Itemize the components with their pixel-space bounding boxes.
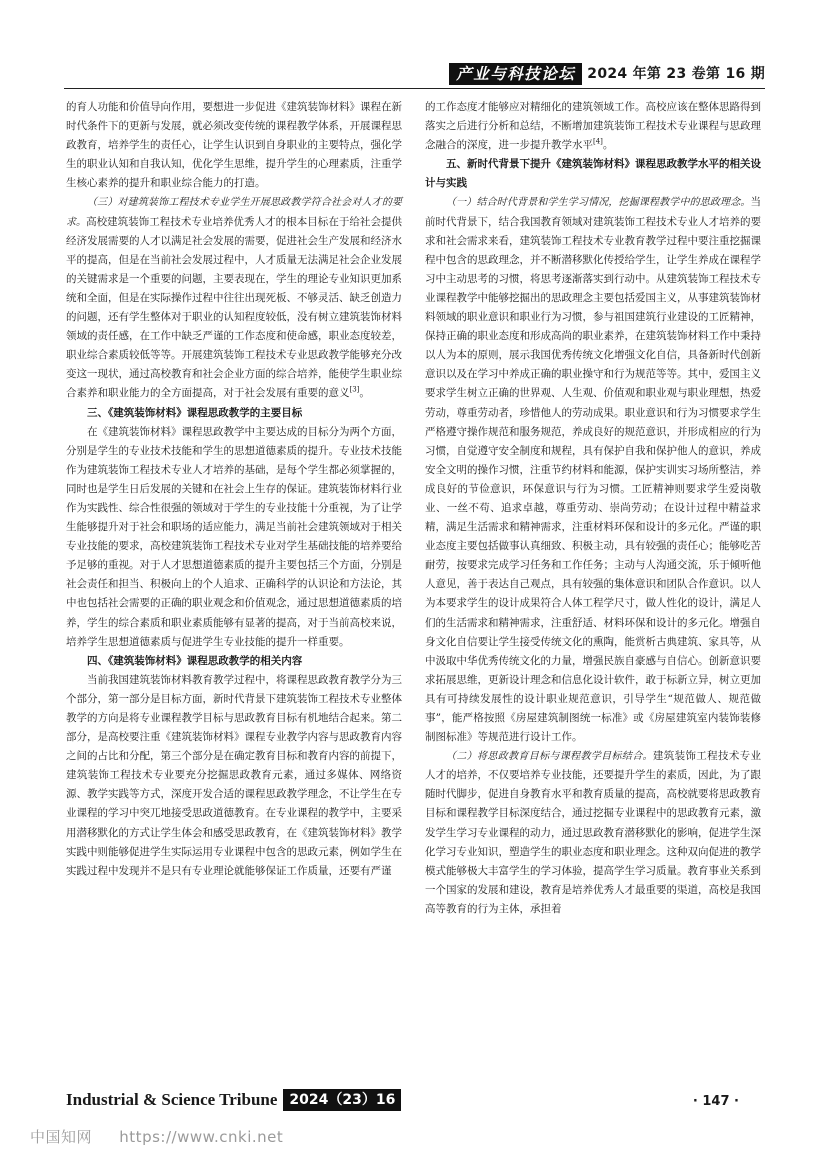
header-rule [64,88,765,89]
left-column [66,98,402,881]
watermark-cnki: 中国知网 [30,1128,93,1146]
section-heading: 三、《建筑装饰材料》课程思政教学的主要目标 [87,406,303,419]
paragraph: （三）对建筑装饰工程技术专业学生开展思政教学符合社会对人才的要求。高校建筑装饰工程技术专业培养优秀人才的根本目标在于给社会提供经济发展需要的人才以满足社会发展的需要，促进社会生产发展和经济水平的提高，但是在当前社会发展过程中，人才质量无法满足社会企业发展的关键需求是一个重要的问题，主要表现在，学生的理论专业知识更加系统和全面，但是在实际操作过程中往往出现死板、不够灵活、缺乏创造力的问题，还有学生整体对于职业的认知程度较低，没有树立建筑装饰材料领域的责任感，在工作中缺乏严谨的工作态度和使命感，职业态度较差，职业综合素质较低等等。开展建筑装饰工程技术专业思政教学能够充分改变这一现状，通过高校教育和社会企业方面的综合培养，能使学生职业综合素养和职业能力的全方面提高，对于社会发展有重要的意义[3]。 [66,197,403,400]
right-column [425,98,761,919]
paragraph: 当前我国建筑装饰材料教育教学过程中，将课程思政教育教学分为三个部分，第一部分是目标方面，新时代背景下建筑装饰工程技术专业整体教学的方向是将专业课程教学目标与思政教育目标有机地结合起来。第二部分，是高校要注重《建筑装饰材料》课程专业教学内容与思政教育内容之间的占比和分配，第三个部分是在确定教育目标和教育内容的前提下，建筑装饰工程技术专业要充分挖掘思政教育元素，通过多媒体、网络资源、教学实践等方式，深度开发合适的课程思政教学理念，不让学生在专业课程的学习中突兀地接受思政道德教育。在专业课程的教学中，主要采用潜移默化的方式让学生体会和感受思政教育，在《建筑装饰材料》教学实践中则能够促进学生实际运用专业课程中包含的思政元素，例如学生在实践过程中发现并不是只有专业理论就能够保证工作质量，还要有严谨 [66,673,402,877]
subsection-heading: （三）对建筑装饰工程技术专业学生开展思政教学符合社会对人才的要求。 [66,197,402,228]
page-footer [66,1089,401,1111]
footer-journal-title: Industrial & Science Tribune [66,1090,278,1109]
paragraph: （一）结合时代背景和学生学习情况，挖掘课程教学中的思政理念。当前时代背景下，结合我国教育领域对建筑装饰工程技术专业人才培养的要求和社会需求来看，建筑装饰工程技术专业教育教学过程中要注重挖掘课程中包含的思政理念，并不断潜移默化传授给学生，让学生养成在课程学习中主动思考的习惯，将思考逐渐落实到行动中。从建筑装饰工程技术专业课程教学中能够挖掘出的思政理念主要包括爱国主义，从事建筑装饰材料领域的职业意识和职业行为习惯，参与祖国建筑行业建设的工匠精神，保持正确的职业态度和形成高尚的职业素养，在建筑装饰材料工作中秉持以人为本的原则，展示我国优秀传统文化增强文化自信，具备新时代创新意识以及在学习中养成正确的职业操守和行为规范等等。其中，爱国主义要求学生树立正确的世界观、人生观、价值观和职业观与职业理想，热爱劳动，尊重劳动者，珍惜他人的劳动成果。职业意识和行为习惯要求学生严格遵守操作规范和服务规范，养成良好的规范意识，并形成相应的行为习惯，自觉遵守安全制度和规程，具有保护自我和保护他人的意识，养成安全文明的操作习惯，注重节约材料和能源，保护实训实习场所整洁，养成良好的节俭意识，环保意识与行为习惯。工匠精神则要求学生爱岗敬业、一丝不苟、追求卓越，尊重劳动、崇尚劳动；在设计过程中精益求精，满足生活需求和精神需求，注重材料环保和设计的多元化。严谨的职业态度主要包括做事认真细致、积极主动，具有较强的责任心；能够吃苦耐劳，按要求完成学习任务和工作任务；主动与人沟通交流，乐于倾听他人意见，善于表达自己观点，具有较强的集体意识和团队合作意识。以人为本要求学生的设计成果符合人体工程学尺寸，做人性化的设计，满足人们的生活需求和精神需求，注重舒适、材料环保和设计的多元化。增强自身文化自信要让学生接受传统文化的熏陶，能赏析古典建筑、家具等，从中汲取中华优秀传统文化的力量，增强民族自豪感与自信心。创新意识要求拓展思维，更新设计理念和信息化设计软件，敢于标新立异，树立更加具有可持续发展性的设计职业规范意识，引导学生“规范做人、规范做事”，能严格按照《房屋建筑制图统一标准》或《房屋建筑室内装饰装修制图标准》等规范进行设计工作。 [425,196,761,744]
paragraph: 的育人功能和价值导向作用，要想进一步促进《建筑装饰材料》课程在新时代条件下的更新与发展，就必须改变传统的课程教学体系，开展课程思政教育，培养学生的责任心，让学生认识到自身职业的主要特点，强化学生的职业认知和自我认知，优化学生思维，提升学生的心理素质，注重学生核心素养的提升和职业综合能力的打造。 [66,101,402,190]
subsection-heading: （二）将思政教育目标与课程教学目标结合。 [446,751,653,763]
reference-marker: [4] [593,137,603,146]
paragraph: 在《建筑装饰材料》课程思政教学中主要达成的目标分为两个方面，分别是学生的专业技术技能和学生的思想道德素质的提升。专业技术技能作为建筑装饰工程技术专业人才培养的基础，是每个学生都必须掌握的，同时也是学生日后发展的关键和在社会上生存的保证。建筑装饰材料行业作为实践性、综合性很强的领域对于学生的专业技能十分重视，为了让学生能够提升对于社会和职场的适应能力，满足当前社会建筑领域对于相关专业技能的要求，高校建筑装饰工程技术专业对学生基础技能的培养要给予足够的重视。对于人才思想道德素质的提升主要包括三个方面，分别是社会责任和担当、积极向上的个人追求、正确科学的认识论和方法论，其中也包括社会需要的正确的职业观念和价值观念，通过思想道德素质的培养，学生的综合素质和职业素质能够有显著的提高，对于当前高校来说，培养学生思想道德素质与促进学生专业技能的提升一样重要。 [66,425,402,648]
subsection-heading: （一）结合时代背景和学生学习情况，挖掘课程教学中的思政理念。 [446,197,751,209]
paragraph: （二）将思政教育目标与课程教学目标结合。建筑装饰工程技术专业人才的培养，不仅要培养专业技能，还要提升学生的素质，因此，为了跟随时代脚步，促进自身教育水平和教育质量的提高，高校就要将思政教育目标和课程教学目标深度结合，通过挖掘专业课程中的思政教育元素，激发学生学习专业课程的动力，通过思政教育潜移默化的影响，促进学生深化学习专业知识，塑造学生的职业态度和职业理念。这种双向促进的教学模式能够极大丰富学生的学习体验，提高学生学习质量。教育事业关系到一个国家的发展和建设，教育是培养优秀人才最重要的渠道，高校是我国高等教育的行为主体，承担着 [425,750,762,915]
issue-info: 2024 年第 23 卷第 16 期 [587,66,765,82]
watermark [30,1126,305,1147]
footer-issue: 2024（23）16 [283,1089,401,1111]
journal-title: 产业与科技论坛 [449,63,582,85]
paragraph: 的工作态度才能够应对精细化的建筑领域工作。高校应该在整体思路得到落实之后进行分析和总结，不断增加建筑装饰工程技术专业课程与思政理念融合的深度，进一步提升教学水平[4]。 [425,101,761,152]
page-header [449,63,765,85]
section-heading: 五、新时代背景下提升《建筑装饰材料》课程思政教学水平的相关设计与实践 [425,158,761,190]
reference-marker: [3] [349,385,360,394]
page-number: · 147 · [692,1094,739,1109]
section-heading: 四、《建筑装饰材料》课程思政教学的相关内容 [87,654,303,667]
watermark-url: https://www.cnki.net [119,1128,284,1146]
